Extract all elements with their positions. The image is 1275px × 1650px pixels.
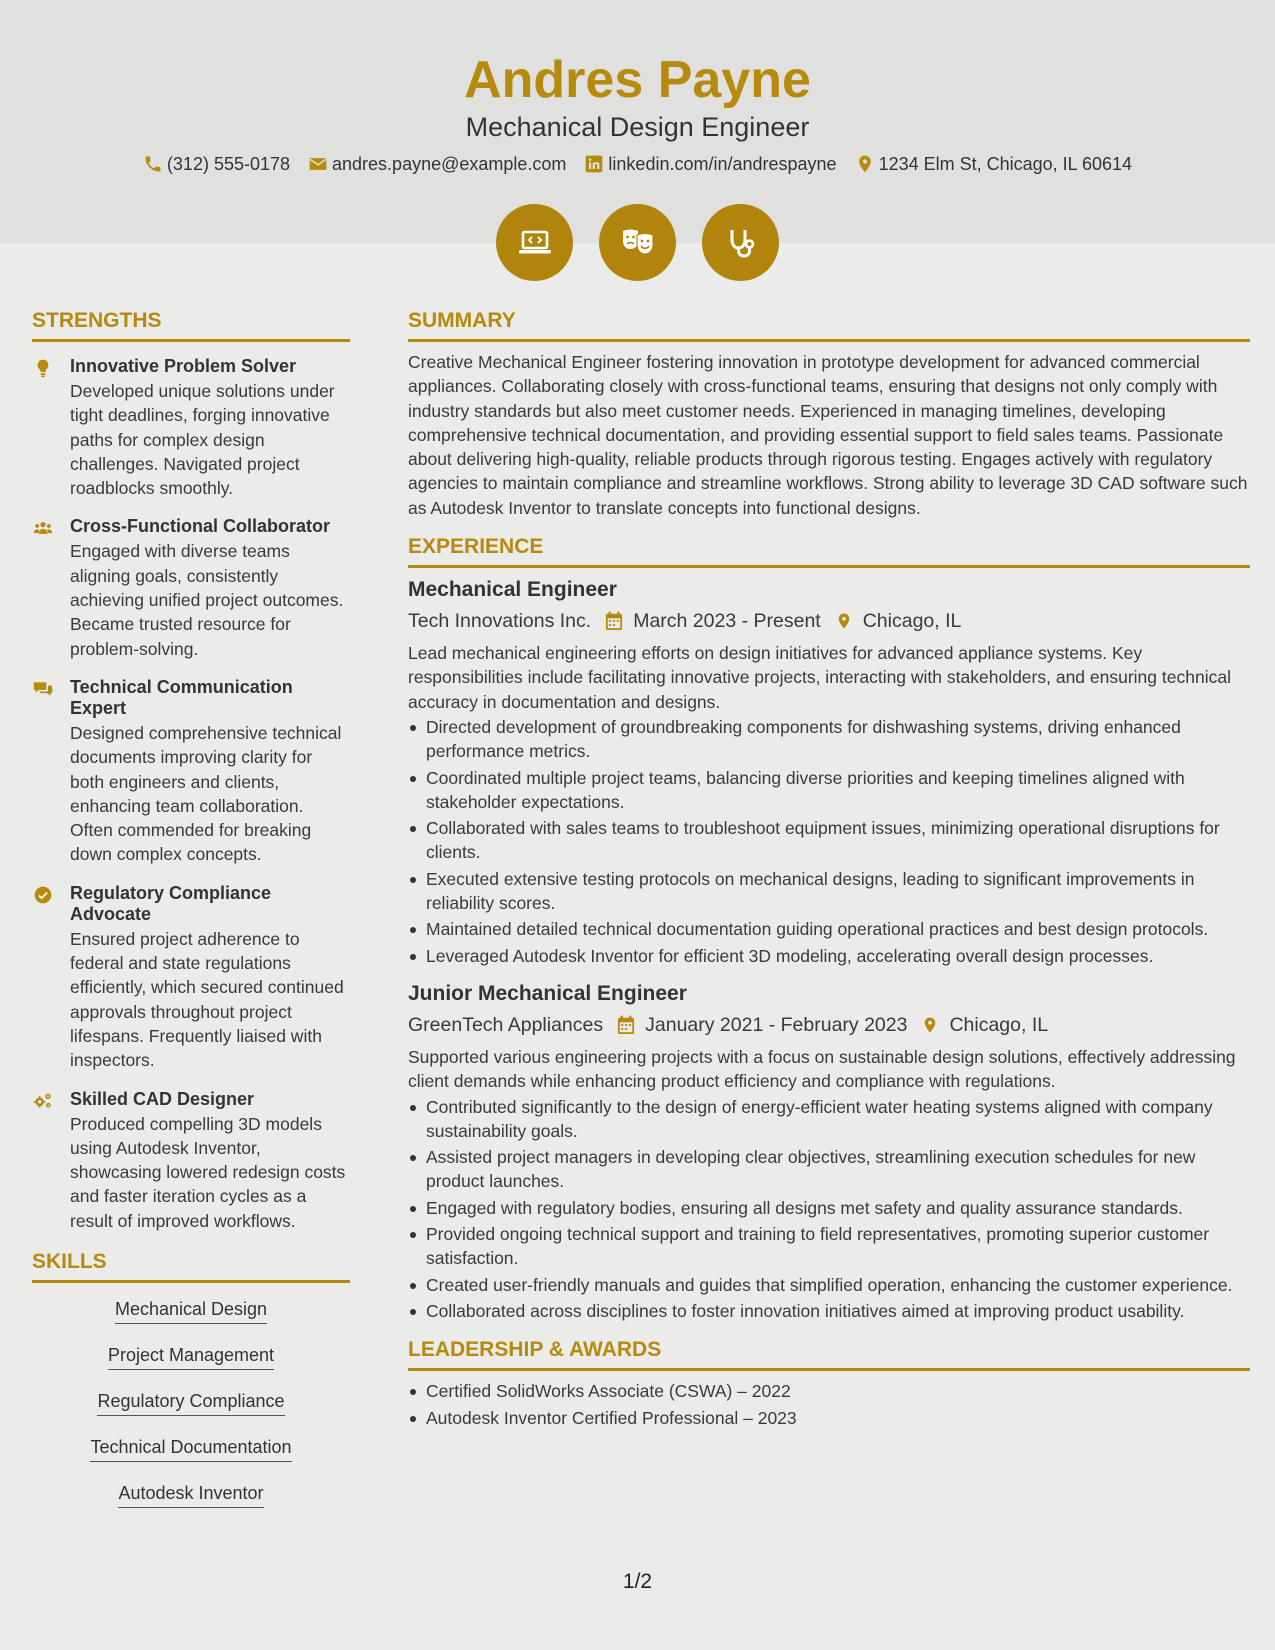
skill-item: Technical Documentation (90, 1435, 291, 1462)
summary-text: Creative Mechanical Engineer fostering innovation in prototype development for advanced commercial appliances. Collaborating closely with cross-functional teams, ensuring that designs not only comply with industry standards but also meet customer needs. Experienced in managing timelines, developing comprehensive technical documentation, and providing essential support to field sales teams. Passionate about delivering high-quality, reliable products through rigorous testing. Engages actively with regulatory agencies to maintain compliance and streamline workflows. Strong ability to leverage 3D CAD software such as Autodesk Inventor to translate concepts into functional designs. (408, 352, 1248, 518)
strength-desc: Ensured project adherence to federal and state regulations efficiently, which secured continued approvals throughout project lifespans. Frequently liaised with inspectors. (70, 928, 344, 1071)
candidate-name: Andres Payne (464, 51, 811, 109)
job-dates: March 2023 - Present (633, 610, 821, 633)
interest-badges (0, 204, 1275, 281)
check-circle-icon (32, 885, 54, 905)
strength-title: Cross-Functional Collaborator (70, 516, 331, 537)
list-item: Assisted project managers in developing clear objectives, streamlining execution schedules for new product launches. (408, 1145, 1250, 1194)
list-item: Created user-friendly manuals and guides that simplified operation, enhancing the customer experience. (408, 1273, 1250, 1297)
theater-masks-icon (618, 223, 658, 263)
list-item: Maintained detailed technical documentation guiding operational practices and best design protocols. (408, 917, 1250, 941)
strength-title: Technical Communication Expert (70, 676, 293, 718)
job-bullets (408, 715, 1250, 968)
strength-title: Skilled CAD Designer (70, 1088, 255, 1109)
list-item: Executed extensive testing protocols on mechanical designs, leading to significant improvements in reliability scores. (408, 867, 1250, 916)
skill-item: Project Management (108, 1343, 274, 1370)
job-location: Chicago, IL (949, 1013, 1049, 1036)
job-desc: Supported various engineering projects with a focus on sustainable design solutions, effectively addressing client demands while enhancing product efficiency and compliance with regulations. (408, 1046, 1236, 1092)
experience-title: EXPERIENCE (408, 534, 1250, 568)
job-meta (408, 607, 1250, 635)
contact-linkedin-text: linkedin.com/in/andrespayne (608, 154, 837, 174)
strengths-list (32, 356, 350, 1233)
left-column (32, 308, 350, 1527)
envelope-icon (308, 154, 328, 174)
badge-theater-masks (599, 204, 676, 281)
map-marker-icon (835, 611, 853, 631)
map-marker-icon (921, 1015, 939, 1035)
strength-item (32, 516, 350, 660)
skill-item: Mechanical Design (115, 1297, 267, 1324)
strength-desc: Engaged with diverse teams aligning goals, consistently achieving unified project outcomes. Became trusted resource for problem-solving. (70, 541, 344, 659)
strength-title: Regulatory Compliance Advocate (70, 882, 272, 924)
strengths-title: STRENGTHS (32, 308, 350, 342)
contact-address (855, 152, 1133, 176)
list-item: Leveraged Autodesk Inventor for efficient 3D modeling, accelerating overall design processes. (408, 944, 1250, 968)
strength-item (32, 677, 350, 867)
laptop-code-icon (515, 223, 555, 263)
job-location: Chicago, IL (862, 610, 962, 633)
cogs-icon (32, 1091, 54, 1111)
calendar-icon (605, 611, 623, 631)
comments-icon (32, 679, 54, 699)
contact-email[interactable] (308, 152, 566, 176)
contact-linkedin[interactable] (584, 152, 836, 176)
job-entry (408, 576, 1250, 968)
job-company: Tech Innovations Inc. (408, 610, 592, 633)
job-desc: Lead mechanical engineering efforts on design initiatives for advanced appliance systems. Key responsibilities include facilitating innovative projects, interacting with stakeholders, and ensuring technical accuracy in documentation and designs. (408, 643, 1231, 712)
linkedin-icon (584, 154, 604, 174)
awards-list (408, 1379, 1250, 1430)
strength-item (32, 883, 350, 1073)
badge-stethoscope (702, 204, 779, 281)
badge-laptop-code (496, 204, 573, 281)
strength-item (32, 356, 350, 500)
right-column (408, 308, 1250, 1432)
contact-phone[interactable] (143, 152, 290, 176)
job-entry (408, 980, 1250, 1323)
job-title: Junior Mechanical Engineer (408, 981, 687, 1005)
job-bullets (408, 1095, 1250, 1324)
contact-phone-text: (312) 555-0178 (166, 154, 291, 174)
job-title: Mechanical Engineer (408, 578, 617, 602)
strength-item (32, 1089, 350, 1233)
contact-address-text: 1234 Elm St, Chicago, IL 60614 (878, 154, 1133, 174)
skills-title: SKILLS (32, 1249, 350, 1283)
lightbulb-icon (32, 358, 54, 378)
candidate-title: Mechanical Design Engineer (465, 112, 810, 142)
contact-bar (0, 152, 1275, 176)
strength-desc: Produced compelling 3D models using Autodesk Inventor, showcasing lowered redesign costs and faster iteration cycles as a result of improved workflows. (70, 1113, 346, 1231)
list-item: Directed development of groundbreaking components for dishwashing systems, driving enhanced performance metrics. (408, 715, 1250, 764)
list-item: Contributed significantly to the design of energy-efficient water heating systems aligned with company sustainability goals. (408, 1095, 1250, 1144)
calendar-icon (617, 1015, 635, 1035)
job-meta (408, 1011, 1250, 1039)
contact-email-text: andres.payne@example.com (332, 154, 567, 174)
strength-desc: Developed unique solutions under tight deadlines, forging innovative paths for complex design challenges. Navigated project roadblocks smoothly. (70, 381, 335, 499)
skills-list (32, 1297, 350, 1527)
skill-item: Autodesk Inventor (118, 1481, 263, 1508)
list-item: Engaged with regulatory bodies, ensuring all designs met safety and quality assurance standards. (408, 1196, 1250, 1220)
phone-icon (143, 154, 163, 174)
stethoscope-icon (721, 223, 761, 263)
list-item: Autodesk Inventor Certified Professional – 2023 (408, 1406, 1250, 1430)
job-company: GreenTech Appliances (408, 1013, 604, 1036)
summary-title: SUMMARY (408, 308, 1250, 342)
skill-item: Regulatory Compliance (97, 1389, 284, 1416)
map-marker-icon (855, 154, 875, 174)
page-number: 1/2 (622, 1570, 653, 1593)
list-item: Collaborated across disciplines to foster innovation initiatives aimed at improving product usability. (408, 1299, 1250, 1323)
list-item: Collaborated with sales teams to troubleshoot equipment issues, minimizing operational disruptions for clients. (408, 816, 1250, 865)
awards-title: LEADERSHIP & AWARDS (408, 1337, 1250, 1371)
list-item: Coordinated multiple project teams, balancing diverse priorities and keeping timelines aligned with stakeholder expectations. (408, 766, 1250, 815)
strength-title: Innovative Problem Solver (70, 356, 297, 376)
list-item: Provided ongoing technical support and training to field representatives, promoting superior customer satisfaction. (408, 1222, 1250, 1271)
users-icon (32, 518, 54, 538)
list-item: Certified SolidWorks Associate (CSWA) – 2022 (408, 1379, 1250, 1403)
job-dates: January 2021 - February 2023 (645, 1013, 908, 1036)
strength-desc: Designed comprehensive technical documents improving clarity for both engineers and clients, enhancing team collaboration. Often commended for breaking down complex concepts. (70, 722, 342, 865)
